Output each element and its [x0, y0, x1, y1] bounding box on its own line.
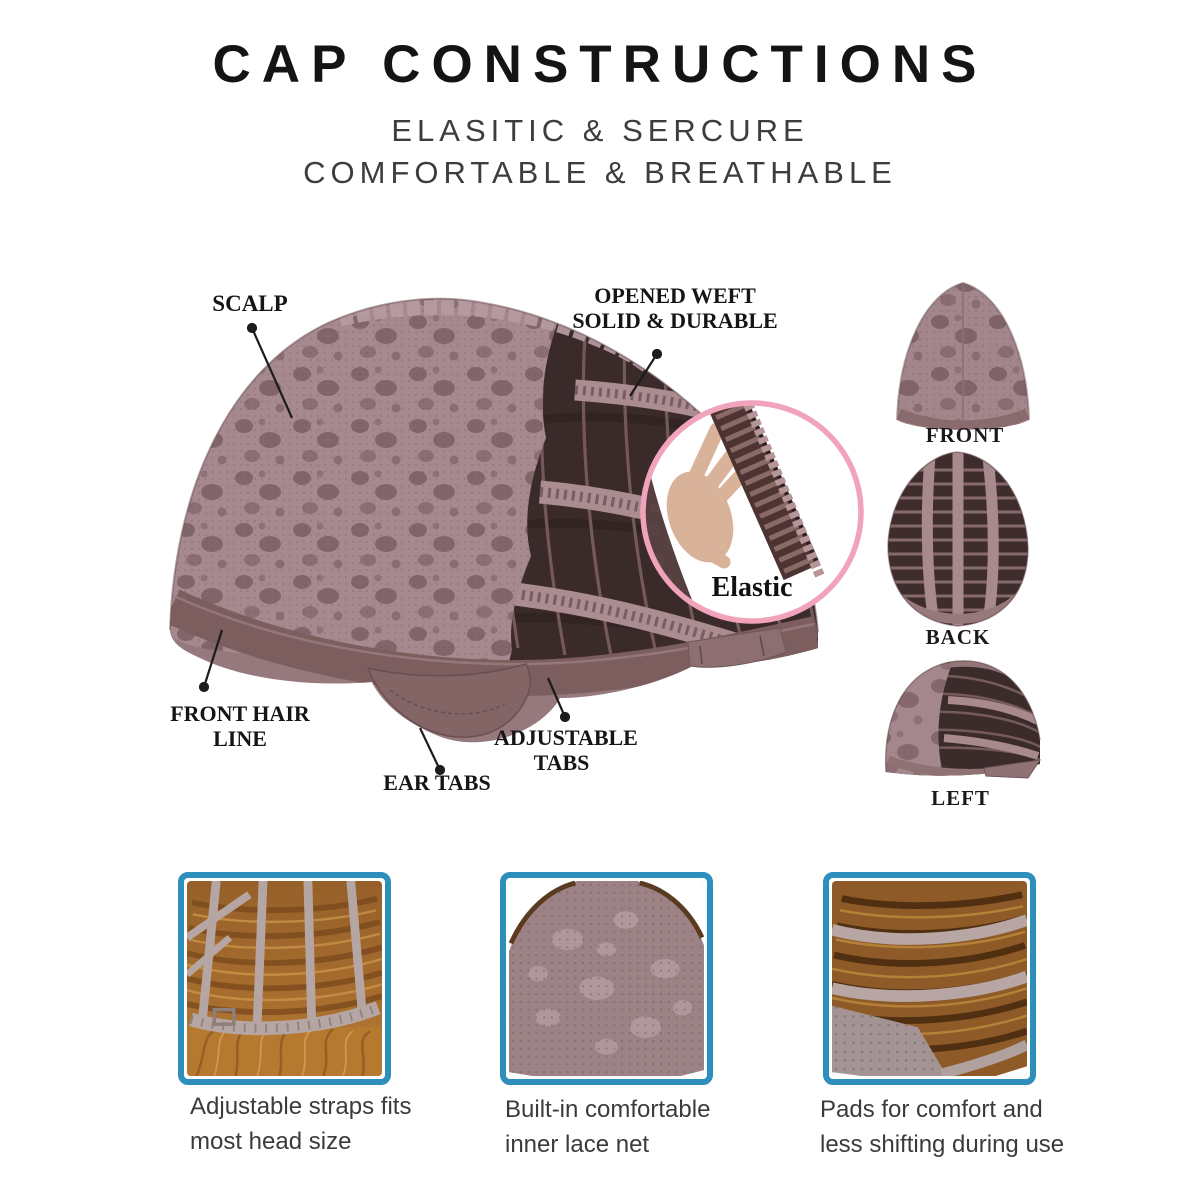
caption-pads-line2: less shifting during use	[820, 1131, 1065, 1158]
back-view-image	[886, 452, 1030, 626]
subtitle-line-2: COMFORTABLE & BREATHABLE	[303, 155, 897, 190]
adjustable-straps-photo	[187, 881, 382, 1076]
caption-lace-net-line2: inner lace net	[505, 1131, 650, 1158]
left-view-image	[886, 661, 1042, 778]
caption-pads	[820, 1092, 1064, 1162]
pads-photo	[832, 881, 1027, 1076]
lower-fluffy-hair	[187, 1027, 382, 1076]
label-front-hair-line	[165, 702, 315, 751]
lace-net-photo	[509, 881, 704, 1076]
page-title: CAP CONSTRUCTIONS	[212, 35, 988, 94]
label-opened-weft-line2: SOLID & DURABLE	[572, 307, 778, 333]
label-adjustable-tabs-line2: TABS	[533, 749, 590, 775]
label-adjustable-tabs-line1: ADJUSTABLE	[494, 725, 638, 750]
feature-image-pads	[823, 872, 1036, 1085]
front-view-image	[888, 278, 1038, 438]
label-opened-weft	[560, 284, 790, 333]
feature-image-adjustable-straps	[178, 872, 391, 1085]
caption-adjustable-straps-line1: Adjustable straps fits	[190, 1093, 412, 1120]
label-front-hair-line-line1: FRONT HAIR	[170, 701, 310, 726]
subtitle-line-1: ELASITIC & SERCURE	[391, 113, 809, 148]
caption-lace-net-line1: Built-in comfortable	[505, 1096, 711, 1123]
caption-lace-net	[505, 1092, 710, 1162]
label-elastic: Elastic	[711, 572, 793, 603]
label-view-front: FRONT	[925, 423, 1005, 447]
caption-adjustable-straps	[190, 1089, 411, 1159]
label-view-left: LEFT	[931, 786, 990, 810]
label-front-hair-line-line2: LINE	[213, 725, 267, 751]
caption-adjustable-straps-line2: most head size	[190, 1128, 352, 1155]
label-view-back: BACK	[925, 625, 991, 649]
label-opened-weft-line1: OPENED WEFT	[594, 283, 756, 308]
caption-pads-line1: Pads for comfort and	[820, 1096, 1043, 1123]
label-adjustable-tabs	[494, 725, 638, 775]
label-ear-tabs: EAR TABS	[383, 770, 491, 795]
label-scalp: SCALP	[212, 291, 288, 316]
feature-image-lace-net	[500, 872, 713, 1085]
